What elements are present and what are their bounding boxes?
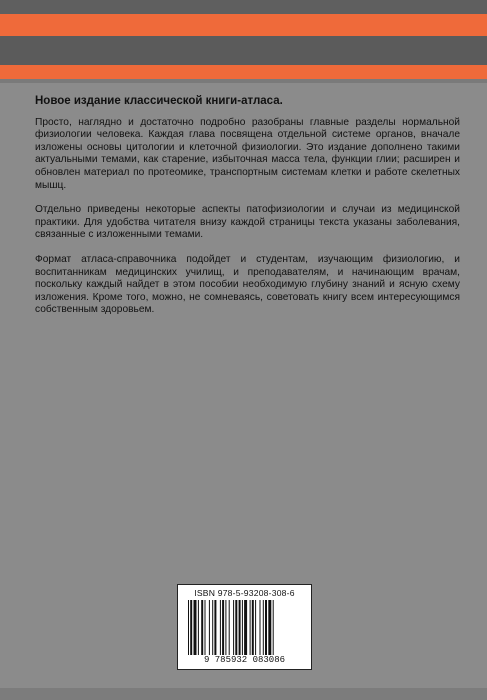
isbn-text: ISBN 978-5-93208-308-6 (194, 588, 295, 598)
barcode-number: 9 785932 083086 (203, 655, 285, 665)
cover-text (35, 95, 460, 329)
cover-paragraph-3: Формат атласа-справочника подойдет и студентам, изучающим физиологию, и воспитанникам медицинских училищ, и преподавателям, и начинающим врачам, поскольку каждый найдет в этом пособии необходимую глубину знаний и ясную схему изложения. Кроме того, можно, не сомневаясь, советовать книгу всем интересующимся собственным здоровьем. (35, 253, 460, 316)
band-shadow (0, 79, 487, 83)
orange-stripe-upper (0, 14, 487, 36)
orange-stripe-lower (0, 65, 487, 79)
dark-band (0, 36, 487, 65)
top-band (0, 0, 487, 14)
cover-paragraph-2: Отдельно приведены некоторые аспекты патофизиологии и случаи из медицинской практики. Для удобства читателя внизу каждой страницы текста указаны заболевания, связанные с изложенными темами. (35, 204, 460, 241)
cover-paragraph-1: Просто, наглядно и достаточно подробно разобраны главные разделы нормальной физиологии человека. Каждая глава посвящена отдельной системе органов, вначале изложены основы цитологии и клеточной физиологии. Это издание дополнено такими актуальными темами, как старение, избыточная масса тела, функции глии; расширен и обновлен материал по протеомике, транспортным системам клетки и работе скелетных мышц. (35, 116, 460, 191)
bottom-edge (0, 688, 487, 700)
barcode-icon (188, 600, 303, 655)
cover-heading: Новое издание классической книги-атласа. (35, 95, 283, 107)
barcode-label (177, 584, 312, 670)
